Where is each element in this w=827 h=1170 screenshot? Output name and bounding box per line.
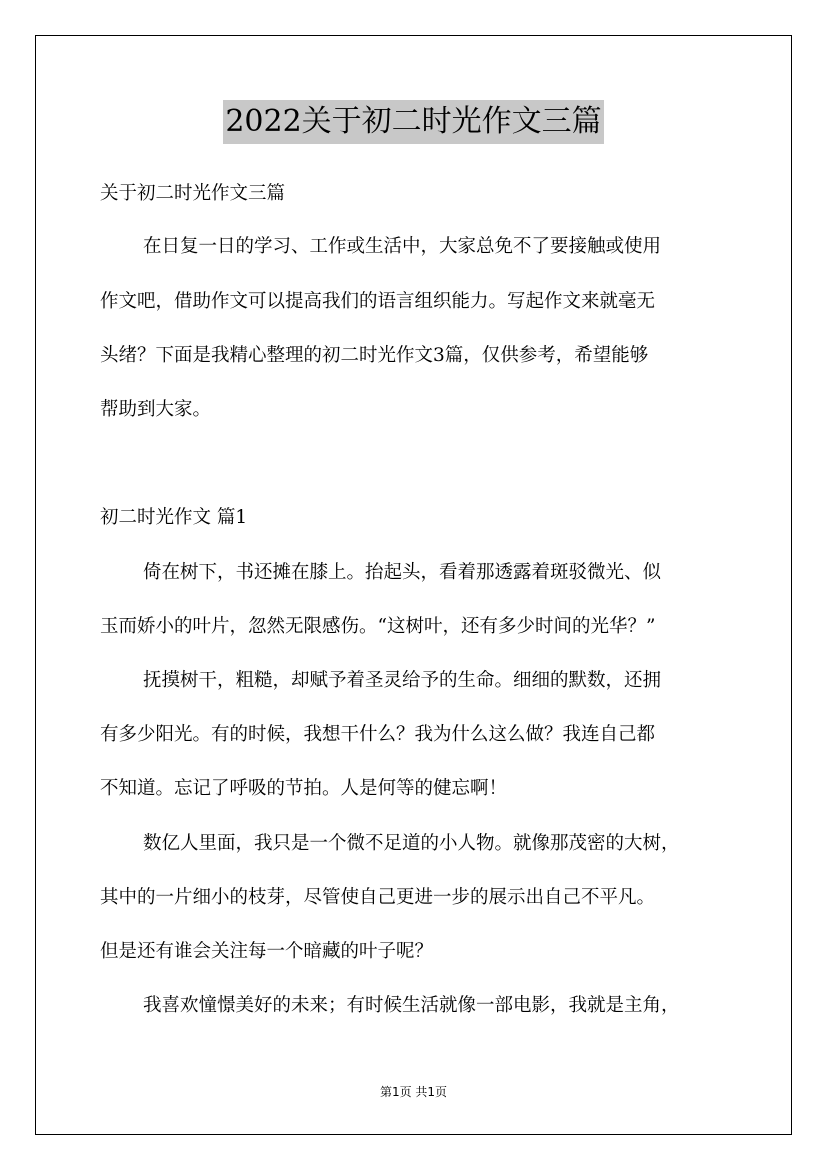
intro-line: 在日复一日的学习、工作或生活中，大家总免不了要接触或使用 bbox=[143, 236, 662, 257]
body-line: 我喜欢憧憬美好的未来；有时候生活就像一部电影，我就是主角， bbox=[143, 995, 680, 1016]
body-line: 不知道。忘记了呼吸的节拍。人是何等的健忘啊！ bbox=[100, 778, 508, 799]
intro-line: 头绪？下面是我精心整理的初二时光作文3篇，仅供参考，希望能够 bbox=[100, 345, 649, 366]
intro-line: 作文吧，借助作文可以提高我们的语言组织能力。写起作文来就毫无 bbox=[100, 291, 656, 312]
body-line: 有多少阳光。有的时候，我想干什么？我为什么这么做？我连自己都 bbox=[100, 724, 656, 745]
body-line: 倚在树下，书还摊在膝上。抬起头，看着那透露着斑驳微光、似 bbox=[143, 562, 662, 583]
section-heading: 初二时光作文 篇1 bbox=[100, 507, 248, 528]
body-line: 玉而娇小的叶片，忽然无限感伤。“这树叶，还有多少时间的光华？” bbox=[100, 616, 656, 637]
body-line: 抚摸树干，粗糙，却赋予着圣灵给予的生命。细细的默数，还拥 bbox=[143, 670, 662, 691]
body-line: 但是还有谁会关注每一个暗藏的叶子呢？ bbox=[100, 941, 434, 962]
page-footer: 第1页 共1页 bbox=[379, 1085, 448, 1099]
intro-line: 帮助到大家。 bbox=[100, 399, 212, 420]
document-title: 2022关于初二时光作文三篇 bbox=[223, 100, 603, 144]
title-container bbox=[0, 100, 827, 144]
subtitle: 关于初二时光作文三篇 bbox=[100, 183, 286, 204]
body-line: 数亿人里面，我只是一个微不足道的小人物。就像那茂密的大树， bbox=[143, 833, 680, 854]
body-line: 其中的一片细小的枝芽，尽管使自己更进一步的展示出自己不平凡。 bbox=[100, 887, 656, 908]
